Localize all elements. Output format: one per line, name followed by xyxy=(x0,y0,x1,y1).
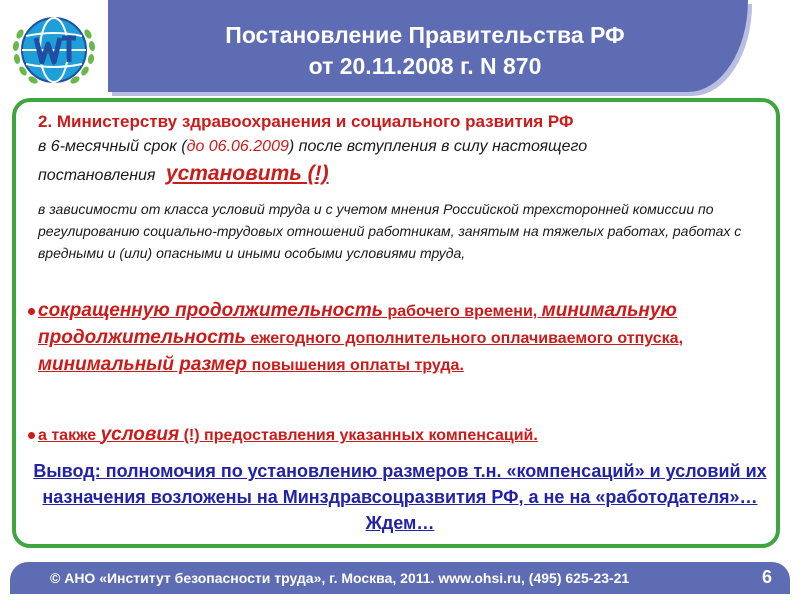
bullet1-part2: рабочего времени, xyxy=(383,303,542,320)
bullet-dot xyxy=(28,432,35,439)
bullet1-part5: минимальный размер xyxy=(38,354,248,375)
bullet2-part1: а также xyxy=(38,427,101,444)
title-line-1: Постановление Правительства РФ xyxy=(225,22,625,48)
deadline-prefix: в 6-месячный срок ( xyxy=(38,138,187,155)
bullet-compensations xyxy=(22,298,762,379)
establish-emphasis: установить (!) xyxy=(165,162,329,185)
title-line-2: от 20.11.2008 г. N 870 xyxy=(308,53,542,79)
establish-line xyxy=(38,162,329,186)
page-number: 6 xyxy=(761,567,772,587)
bullet1-part4: ежегодного дополнительного оплачиваемого отпуска, xyxy=(245,330,684,347)
footer-bar xyxy=(10,562,790,594)
footer-copyright: © АНО «Институт безопасности труда», г. Москва, 2011. www.ohsi.ru, (495) 625-23-21 xyxy=(50,570,630,586)
establish-prefix: постановления xyxy=(38,167,160,184)
section-heading: 2. Министерству здравоохранения и социального развития РФ xyxy=(38,112,574,131)
bullet1-part6: повышения оплаты труда. xyxy=(247,357,464,374)
deadline-suffix: ) после вступления в силу настоящего xyxy=(288,138,588,155)
bullet2-part3: (!) предоставления указанных компенсаций. xyxy=(179,427,538,444)
deadline-line xyxy=(38,138,587,156)
bullet1-part1: сокращенную продолжительность xyxy=(38,300,384,321)
bullet-dot xyxy=(28,308,35,315)
ohsi-logo-icon xyxy=(6,4,102,96)
deadline-date: до 06.06.2009 xyxy=(186,138,289,155)
bullet1-part3: минимальную продолжительность xyxy=(38,300,677,348)
page-title xyxy=(160,20,690,82)
conclusion-text: Вывод: полномочия по установлению размеров т.н. «компенсаций» и условий их назначения возложены на Минздравсоцразвития РФ, а не на «работодателя»…Ждем… xyxy=(33,461,767,533)
conditions-paragraph: в зависимости от класса условий труда и с учетом мнения Российской трехсторонней комиссии по регулированию социально-трудовых отношений работникам, занятым на тяжелых работах, работах с вредными и (или) опасными и иными особыми условиями труда, xyxy=(38,201,742,261)
bullet-conditions xyxy=(22,422,762,449)
bullet2-part2: условия xyxy=(100,424,180,445)
